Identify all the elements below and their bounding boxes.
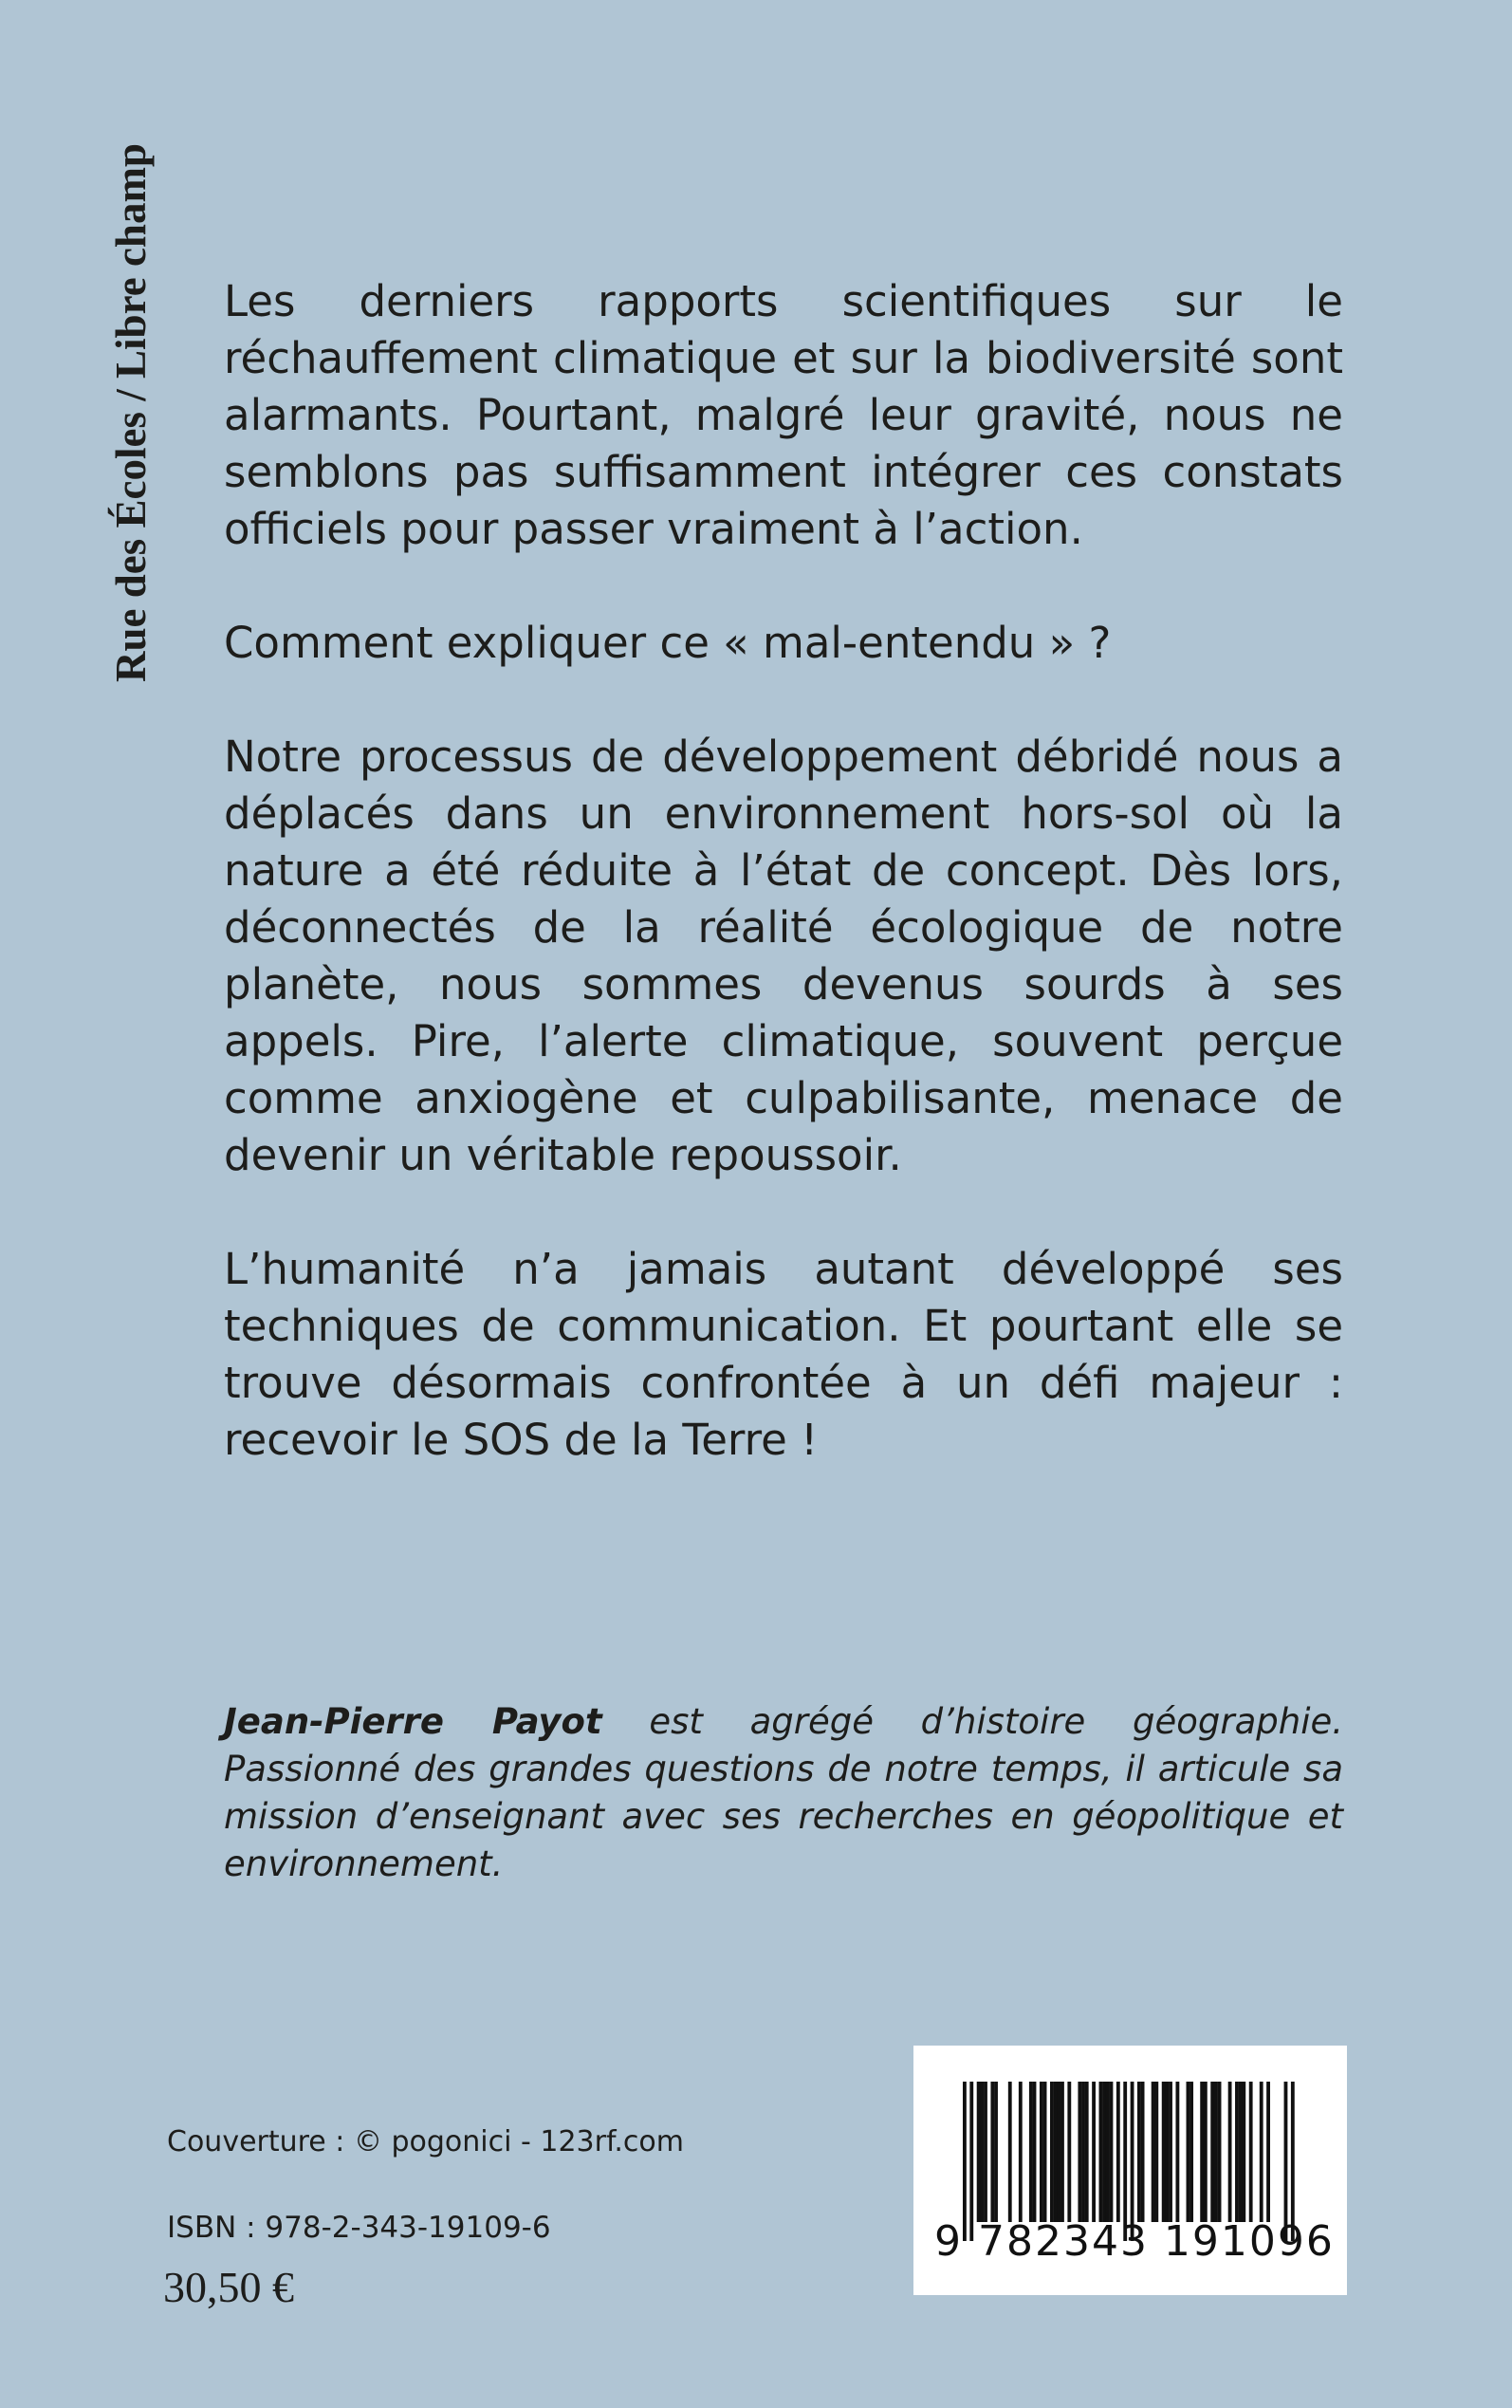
barcode-bar <box>1008 2082 1012 2222</box>
barcode-bar <box>980 2082 984 2222</box>
barcode-bar <box>1141 2082 1145 2222</box>
barcode-bar <box>1242 2082 1245 2222</box>
blurb-paragraph: Comment expliquer ce « mal-entendu » ? <box>224 618 1112 668</box>
barcode-bar <box>1102 2082 1106 2222</box>
barcode-bar <box>977 2082 981 2222</box>
barcode-bar <box>1078 2082 1081 2222</box>
barcode-bar <box>1029 2082 1033 2222</box>
isbn: ISBN : 978-2-343-19109-6 <box>167 2211 551 2245</box>
barcode-bar <box>1200 2082 1204 2222</box>
barcode-bar <box>1033 2082 1037 2222</box>
barcode-bar <box>1187 2082 1190 2222</box>
price: 30,50 € <box>163 2263 294 2311</box>
blurb-paragraph: Les derniers rapports scientifiques sur le réchauffement climatique et sur la biodiversité sont alarmants. Pourtant, malgré leur gravité, nous ne semblons pas suffisamment intégrer ces constats officiels pour passer vraiment à l’action. <box>224 276 1343 554</box>
barcode-bar <box>1040 2082 1043 2222</box>
barcode-bar <box>1165 2082 1169 2222</box>
barcode-bar <box>1110 2082 1114 2222</box>
barcode-bar <box>1228 2082 1232 2222</box>
barcode-bar <box>1214 2082 1218 2222</box>
barcode-bar <box>990 2082 994 2222</box>
barcode-bar <box>1260 2082 1263 2222</box>
barcode-bar <box>1050 2082 1054 2222</box>
barcode-bar <box>1019 2082 1023 2222</box>
spine-collection-title: Rue des Écoles / Libre champ <box>107 143 155 682</box>
barcode-bar <box>1152 2082 1155 2222</box>
cover-credit: Couverture : © pogonici - 123rf.com <box>167 2125 684 2158</box>
barcode <box>913 2046 1347 2295</box>
barcode-bar <box>1054 2082 1058 2222</box>
barcode-bar <box>994 2082 998 2222</box>
barcode-bar <box>1106 2082 1110 2222</box>
barcode-bar <box>1235 2082 1239 2222</box>
barcode-bar <box>1081 2082 1085 2222</box>
barcode-bar <box>1175 2082 1179 2222</box>
author-bio <box>224 1698 1343 1888</box>
barcode-bar <box>1266 2082 1270 2222</box>
barcode-digits: 9 782343 191096 <box>934 2217 1335 2266</box>
barcode-bar <box>1218 2082 1222 2222</box>
barcode-bar <box>1085 2082 1089 2222</box>
barcode-bar <box>984 2082 987 2222</box>
barcode-bar <box>1210 2082 1214 2222</box>
blurb-paragraph: Notre processus de développement débridé nous a déplacés dans un environnement hors-sol où la nature a été réduite à l’état de concept. Dès lors, déconnectés de la réalité écologique de notre planète, nous sommes devenus sourds à ses appels. Pire, l’alerte climatique, souvent perçue comme anxiogène et culpabilisante, menace de devenir un véritable repoussoir. <box>224 732 1343 1180</box>
barcode-bar <box>1067 2082 1071 2222</box>
barcode-bar <box>1043 2082 1047 2222</box>
barcode-bar <box>1162 2082 1166 2222</box>
barcode-bar <box>1092 2082 1096 2222</box>
barcode-bar <box>1137 2082 1141 2222</box>
back-cover-blurb <box>224 273 1343 1526</box>
barcode-bar <box>1060 2082 1064 2222</box>
barcode-bar <box>1154 2082 1158 2222</box>
barcode-bar <box>1099 2082 1103 2222</box>
author-name: Jean-Pierre Payot <box>224 1701 602 1742</box>
barcode-bar <box>1169 2082 1172 2222</box>
barcode-bar <box>1057 2082 1060 2222</box>
barcode-bar <box>1239 2082 1243 2222</box>
author-bio-text: est agrégé d’histoire géographie. Passionné des grandes questions de notre temps, il articule sa mission d’enseignant avec ses recherches en géopolitique et environnement. <box>224 1701 1343 1884</box>
barcode-bar <box>1204 2082 1208 2222</box>
barcode-bar <box>1249 2082 1253 2222</box>
barcode-bar <box>1116 2082 1120 2222</box>
blurb-paragraph: L’humanité n’a jamais autant développé ses techniques de communication. Et pourtant elle se trouve désormais confrontée à un défi majeur : recevoir le SOS de la Terre ! <box>224 1244 1343 1465</box>
barcode-bar <box>1189 2082 1193 2222</box>
